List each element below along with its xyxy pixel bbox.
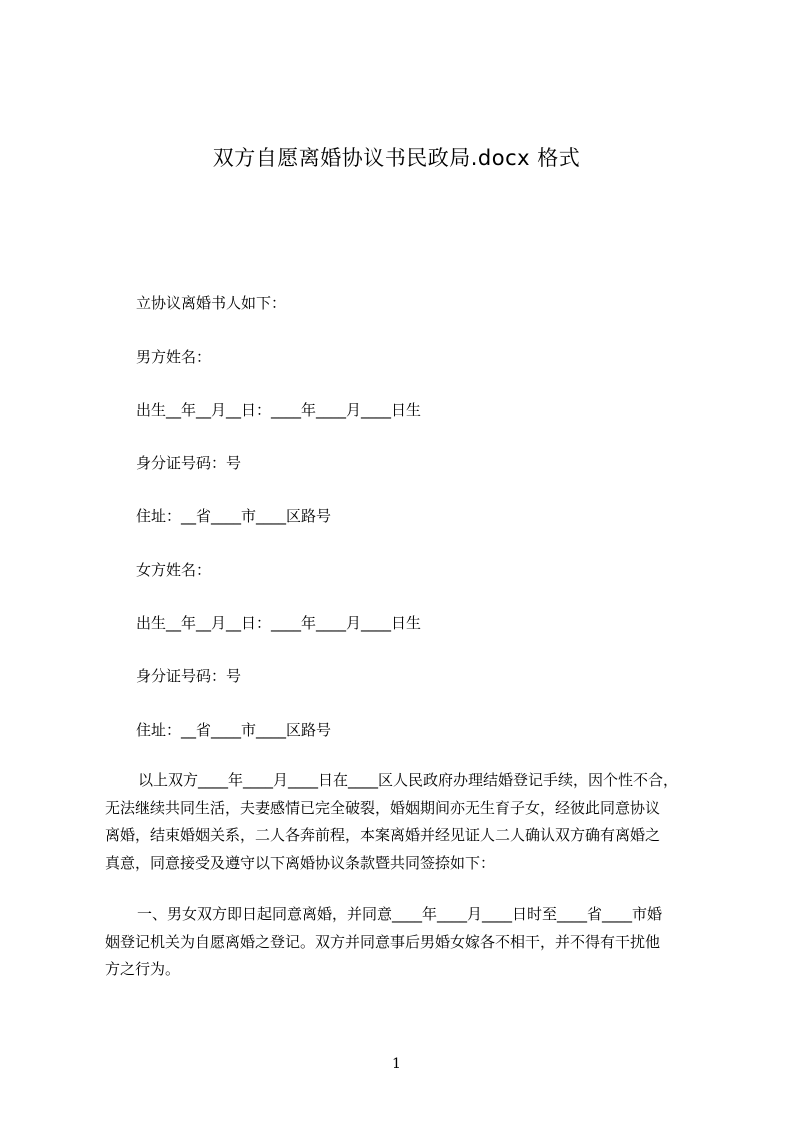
intro-line: 立协议离婚书人如下： bbox=[136, 294, 287, 312]
paragraph-line: 无法继续共同生活，夫妻感情已完全破裂，婚姻期间亦无生育子女，经彼此同意协议 bbox=[105, 798, 661, 817]
paragraph-line: 离婚，结束婚姻关系，二人各奔前程，本案离婚并经见证人二人确认双方确有离婚之 bbox=[105, 826, 661, 844]
paragraph-line: 以上双方____年____月____日在____区人民政府办理结婚登记手续，因个性不合， bbox=[138, 771, 679, 789]
female-name-label: 女方姓名： bbox=[136, 561, 212, 579]
paragraph-line: 姻登记机关为自愿离婚之登记。双方并同意事后男婚女嫁各不相干，并不得有干扰他 bbox=[105, 932, 661, 951]
document-title: 双方自愿离婚协议书民政局.docx 格式 bbox=[212, 146, 581, 170]
female-address-line: 住址：__省____市____区路号 bbox=[136, 721, 332, 739]
male-id-line: 身分证号码：号 bbox=[136, 454, 242, 472]
male-address-line: 住址：__省____市____区路号 bbox=[136, 507, 332, 525]
paragraph-line: 方之行为。 bbox=[105, 960, 181, 978]
paragraph-marriage-facts bbox=[105, 767, 678, 877]
male-birth-line: 出生__年__月__日：____年____月____日生 bbox=[136, 401, 422, 419]
paragraph-clause-one bbox=[105, 901, 662, 984]
page-number: 1 bbox=[392, 1056, 401, 1072]
paragraph-line: 真意，同意接受及遵守以下离婚协议条款暨共同签捺如下： bbox=[105, 853, 496, 872]
female-id-line: 身分证号码：号 bbox=[136, 667, 242, 685]
female-birth-line: 出生__年__月__日：____年____月____日生 bbox=[136, 614, 422, 632]
male-name-label: 男方姓名： bbox=[136, 348, 212, 366]
paragraph-line: 一、男女双方即日起同意离婚，并同意____年____月____日时至____省____市婚 bbox=[137, 905, 663, 923]
